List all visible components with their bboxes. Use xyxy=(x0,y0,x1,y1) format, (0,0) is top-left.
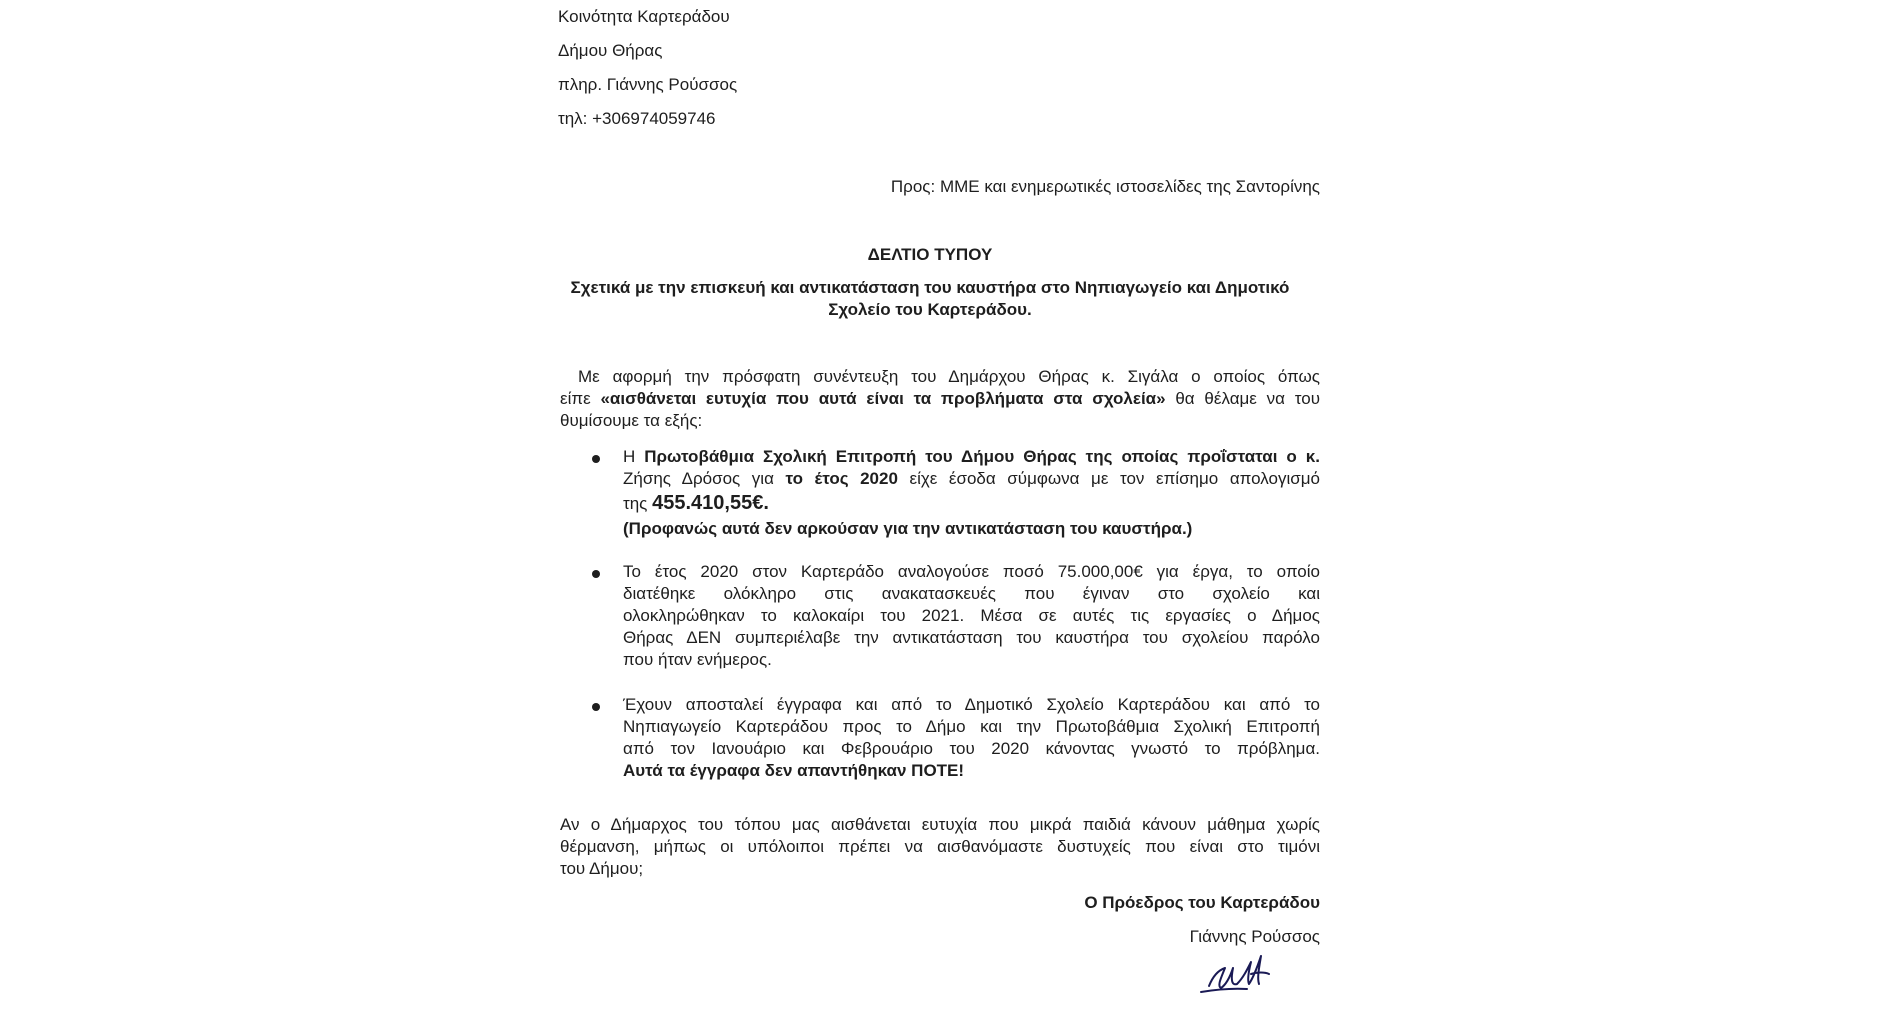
bullet-2-line-4: Θήρας ΔΕΝ συμπεριέλαβε την αντικατάσταση του καυστήρα του σχολείου παρόλο xyxy=(623,628,1320,647)
bullet-3-line-4: Αυτά τα έγγραφα δεν απαντήθηκαν ΠΟΤΕ! xyxy=(623,761,965,780)
subject-line-2: Σχολείο του Καρτεράδου. xyxy=(828,300,1032,319)
bullet-3-line-2: Νηπιαγωγείο Καρτεράδου προς το Δήμο και την Πρωτοβάθμια Σχολική Επιτροπή xyxy=(623,717,1320,736)
bullet-marker xyxy=(592,703,600,711)
header-municipality: Δήμου Θήρας xyxy=(558,41,663,60)
intro-line-2: είπε «αισθάνεται ευτυχία που αυτά είναι τα προβλήματα στα σχολεία» θα θέλαμε να του xyxy=(560,389,1320,408)
closing-line-1: Αν ο Δήμαρχος του τόπου μας αισθάνεται ευτυχία που μικρά παιδιά κάνουν μάθημα χωρίς xyxy=(560,815,1320,834)
bullet-2-line-5: που ήταν ενήμερος. xyxy=(623,650,772,669)
signatory-name: Γιάννης Ρούσσος xyxy=(1189,927,1320,946)
header-phone: τηλ: +306974059746 xyxy=(558,109,716,128)
bullet-marker xyxy=(592,455,600,463)
bullet-1-line-1: Η Πρωτοβάθμια Σχολική Επιτροπή του Δήμου Θήρας της οποίας προΐσταται ο κ. xyxy=(623,447,1320,466)
bullet-1-line-3: της 455.410,55€. xyxy=(623,492,769,514)
bullet-2-line-1: Το έτος 2020 στον Καρτεράδο αναλογούσε ποσό 75.000,00€ για έργα, το οποίο xyxy=(623,562,1320,581)
bullet-2-line-2: διατέθηκε ολόκληρο στις ανακατασκευές που έγιναν στο σχολείο και xyxy=(623,584,1320,603)
bullet-marker xyxy=(592,570,600,578)
closing-line-3: του Δήμου; xyxy=(560,859,644,878)
subject-line-1: Σχετικά με την επισκευή και αντικατάσταση του καυστήρα στο Νηπιαγωγείο και Δημοτικό xyxy=(570,278,1290,297)
header-community: Κοινότητα Καρτεράδου xyxy=(558,7,730,26)
intro-line-1: Με αφορμή την πρόσφατη συνέντευξη του Δημάρχου Θήρας κ. Σιγάλα ο οποίος όπως xyxy=(578,367,1320,386)
signatory-role: Ο Πρόεδρος του Καρτεράδου xyxy=(1084,893,1320,912)
bullet-3-line-1: Έχουν αποσταλεί έγγραφα και από το Δημοτικό Σχολείο Καρτεράδου και από το xyxy=(623,695,1320,714)
closing-line-2: θέρμανση, μήπως οι υπόλοιποι πρέπει να αισθανόμαστε δυστυχείς που είναι στο τιμόνι xyxy=(560,837,1320,856)
bullet-1-note: (Προφανώς αυτά δεν αρκούσαν για την αντικατάσταση του καυστήρα.) xyxy=(623,519,1193,538)
intro-line-3: θυμίσουμε τα εξής: xyxy=(560,411,703,430)
bullet-3-line-3: από τον Ιανουάριο και Φεβρουάριο του 2020 κάνοντας γνωστό το πρόβλημα. xyxy=(623,739,1320,758)
revenue-amount: 455.410,55€. xyxy=(652,492,769,514)
header-contact-person: πληρ. Γιάννης Ρούσσος xyxy=(558,75,738,94)
bullet-1-line-2: Ζήσης Δρόσος για το έτος 2020 είχε έσοδα σύμφωνα με τον επίσημο απολογισμό xyxy=(623,469,1320,488)
bullet-2-line-3: ολοκληρώθηκαν το καλοκαίρι του 2021. Μέσα σε αυτές τις εργασίες ο Δήμος xyxy=(623,606,1320,625)
handwritten-signature xyxy=(1195,948,1285,1000)
recipient-line: Προς: ΜΜΕ και ενημερωτικές ιστοσελίδες της Σαντορίνης xyxy=(890,177,1320,196)
document-title: ΔΕΛΤΙΟ ΤΥΠΟΥ xyxy=(867,245,993,264)
